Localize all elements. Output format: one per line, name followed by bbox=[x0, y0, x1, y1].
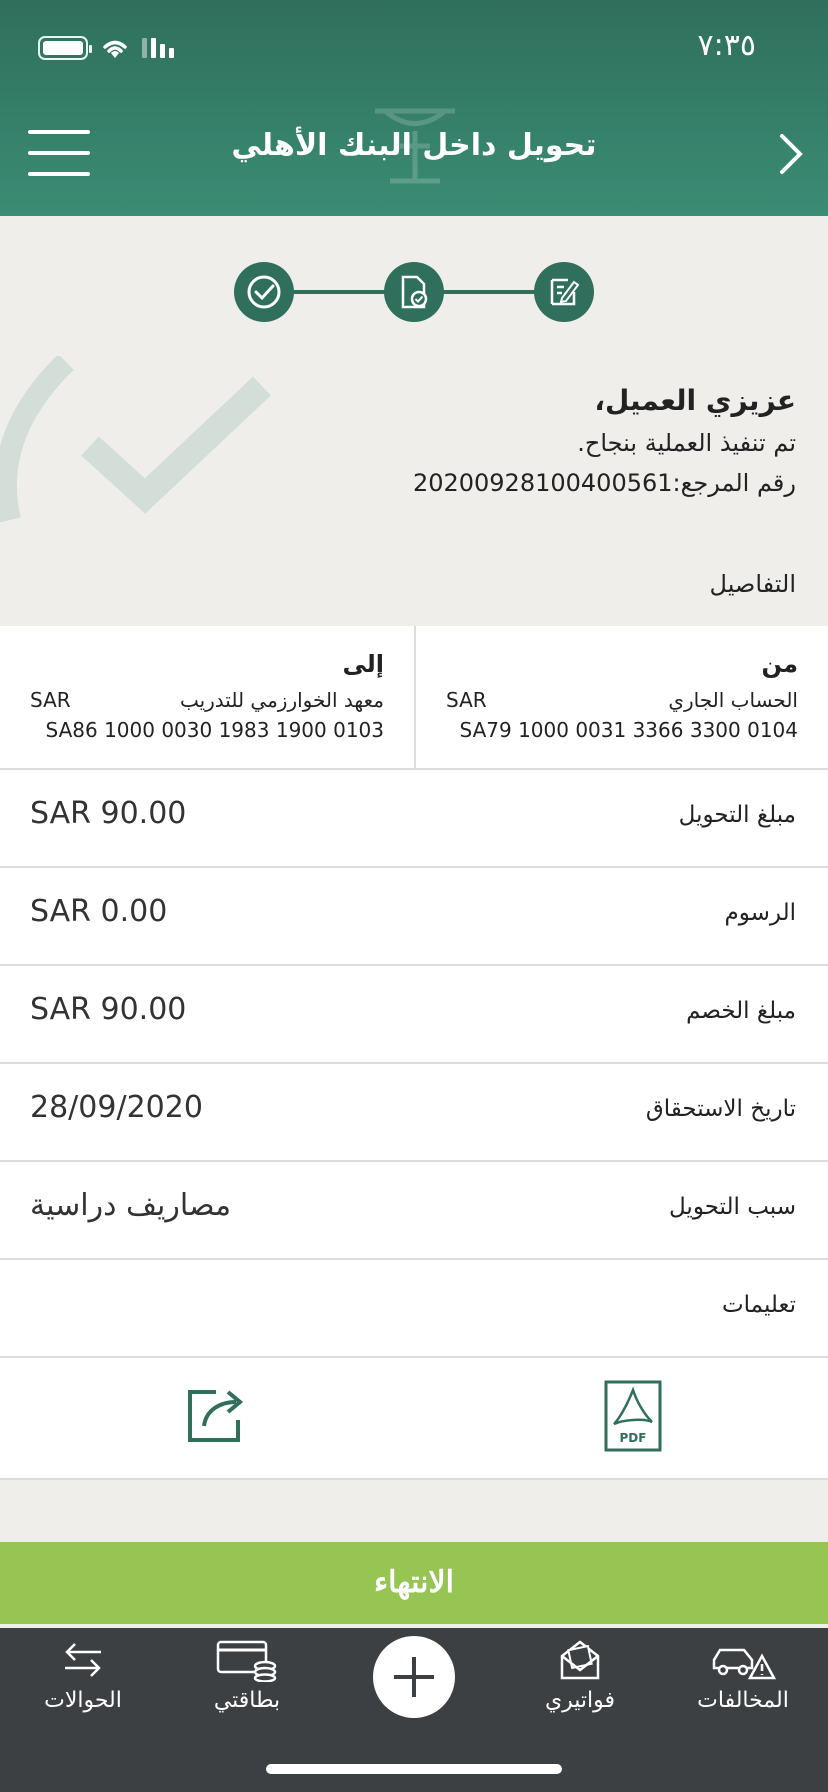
bills-envelope-icon bbox=[558, 1638, 602, 1682]
detail-label: الرسوم bbox=[724, 900, 796, 926]
detail-row-debit bbox=[0, 966, 828, 1064]
signal-icon bbox=[142, 36, 182, 60]
page-title: تحويل داخل البنك الأهلي bbox=[231, 128, 597, 163]
accounts-panel bbox=[0, 626, 828, 770]
tab-transfers[interactable] bbox=[8, 1638, 158, 1713]
detail-value: SAR 0.00 bbox=[30, 894, 168, 929]
detail-row-reason bbox=[0, 1162, 828, 1260]
tab-violations[interactable] bbox=[668, 1638, 818, 1713]
transfer-details bbox=[0, 770, 828, 1358]
detail-label: تعليمات bbox=[721, 1292, 796, 1318]
tab-label: بطاقتي bbox=[213, 1688, 281, 1713]
detail-value: SAR 90.00 bbox=[30, 992, 187, 1027]
detail-label: سبب التحويل bbox=[669, 1194, 796, 1220]
tab-label: فواتيري bbox=[544, 1688, 616, 1713]
detail-row-amount bbox=[0, 770, 828, 868]
plus-icon bbox=[392, 1655, 436, 1699]
detail-value: SAR 90.00 bbox=[30, 796, 187, 831]
battery-icon bbox=[38, 36, 88, 60]
to-account-name: معهد الخوارزمي للتدريب bbox=[179, 688, 384, 712]
pdf-icon bbox=[604, 1380, 662, 1452]
detail-row-instructions bbox=[0, 1260, 828, 1358]
pdf-button[interactable] bbox=[604, 1380, 662, 1456]
step-details bbox=[534, 262, 594, 322]
detail-label: مبلغ التحويل bbox=[678, 802, 796, 828]
from-heading: من bbox=[761, 650, 798, 678]
check-circle-icon bbox=[246, 274, 282, 310]
from-currency: SAR bbox=[446, 688, 487, 712]
from-account-name: الحساب الجاري bbox=[668, 688, 798, 712]
detail-value: 28/09/2020 bbox=[30, 1090, 203, 1125]
detail-label: مبلغ الخصم bbox=[686, 998, 796, 1024]
status-icons bbox=[38, 36, 182, 60]
greeting: عزيزي العميل، bbox=[594, 384, 796, 417]
tab-bills[interactable] bbox=[505, 1638, 655, 1713]
car-warning-icon bbox=[710, 1638, 776, 1682]
tab-label: المخالفات bbox=[697, 1688, 789, 1713]
app-header bbox=[0, 0, 828, 216]
step-complete bbox=[234, 262, 294, 322]
to-account bbox=[0, 626, 414, 770]
tab-cards[interactable] bbox=[172, 1638, 322, 1713]
step-review bbox=[384, 262, 444, 322]
reference-number: رقم المرجع:2020092810040056​1 bbox=[412, 469, 796, 497]
share-button[interactable] bbox=[186, 1384, 250, 1448]
share-icon bbox=[186, 1384, 250, 1444]
success-text: تم تنفيذ العملية بنجاح. bbox=[577, 429, 796, 457]
chevron-right-icon bbox=[776, 132, 806, 176]
details-heading: التفاصيل bbox=[709, 570, 796, 598]
detail-row-fees bbox=[0, 868, 828, 966]
from-account bbox=[414, 626, 828, 770]
svg-text:PDF: PDF bbox=[619, 1431, 647, 1445]
back-button[interactable] bbox=[776, 132, 806, 180]
add-button[interactable] bbox=[373, 1636, 455, 1718]
cards-icon bbox=[215, 1638, 279, 1682]
to-currency: SAR bbox=[30, 688, 71, 712]
finish-button[interactable]: الانتهاء bbox=[0, 1542, 828, 1624]
detail-label: تاريخ الاستحقاق bbox=[645, 1096, 796, 1122]
home-indicator bbox=[266, 1764, 562, 1774]
status-time: ٧:٣٥ bbox=[697, 28, 756, 63]
detail-value: مصاريف دراسية bbox=[30, 1188, 232, 1223]
progress-steps bbox=[234, 262, 594, 322]
success-checkmark-icon bbox=[0, 356, 280, 526]
to-heading: إلى bbox=[342, 650, 384, 678]
edit-icon bbox=[546, 274, 582, 310]
detail-row-date bbox=[0, 1064, 828, 1162]
wifi-icon bbox=[100, 36, 130, 60]
transfer-arrows-icon bbox=[61, 1638, 105, 1682]
from-iban: SA79 1000 0031 3366 3300 0104 bbox=[459, 718, 798, 742]
to-iban: SA86 1000 0030 1983 1900 0103 bbox=[45, 718, 384, 742]
actions-bar bbox=[0, 1358, 828, 1480]
document-check-icon bbox=[397, 274, 431, 310]
success-message bbox=[413, 384, 796, 503]
tab-label: الحوالات bbox=[44, 1688, 122, 1713]
